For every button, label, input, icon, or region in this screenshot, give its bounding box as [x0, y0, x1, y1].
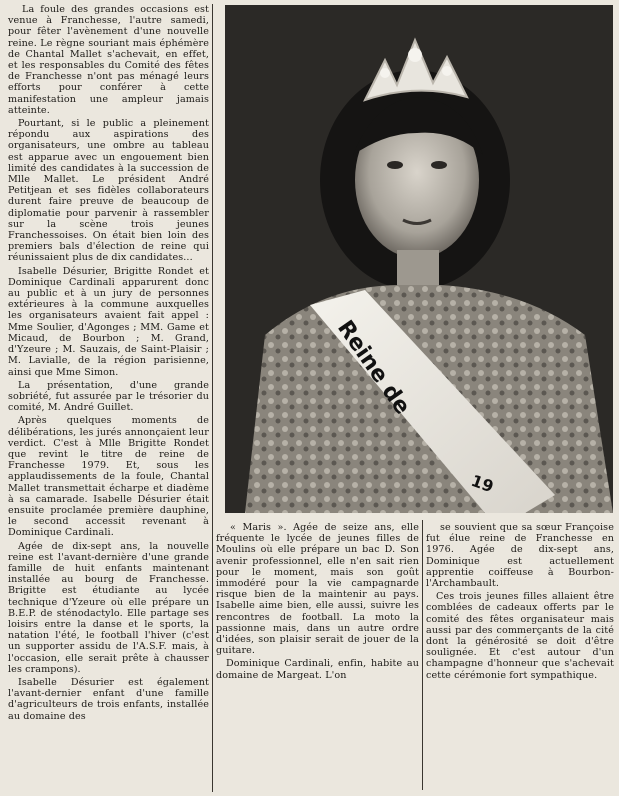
article-column-2: [216, 522, 419, 683]
paragraph: Isabelle Désurier est également l'avant-dernier enfant d'une famille d'agriculteurs de trois enfants, installée au domaine des: [8, 676, 209, 722]
column-divider: [422, 520, 423, 790]
article-column-3: [426, 522, 614, 683]
paragraph: Pourtant, si le public a pleinement répondu aux aspirations des organisateurs, une ombre au tableau est apparue avec un engouement bien limité des candidates à la succession de Mlle Mallet. Le président André Petitjean et ses fidèles collaborateurs durent faire preuve de beaucoup de diplomatie pour parvenir à rassembler sur la scène trois jeunes Franchessoises. On était bien loin des premiers bals d'élection de reine qui réunissaient plus de dix candidates...: [8, 118, 209, 264]
paragraph: Après quelques moments de délibérations, les jurés annonçaient leur verdict. C'est à Mlle Brigitte Rondet que revint le titre de reine de Franchesse 1979. Et, sous les applaudissements de la foule, Chantal Mallet transmettait écharpe et diadème à sa camarade. Isabelle Désurier était ensuite proclamée première dauphine, le second accessit revenant à Dominique Cardinali.: [8, 415, 209, 539]
paragraph: Dominique Cardinali, enfin, habite au domaine de Margeat. L'on: [216, 658, 419, 681]
sash-year: 19: [468, 470, 497, 497]
portrait-illustration: [225, 5, 613, 513]
article-column-1: [8, 4, 209, 724]
paragraph: se souvient que sa sœur Françoise fut élue reine de Franchesse en 1976. Agée de dix-sept ans, Dominique est actuellement apprentie coiffeuse à Bourbon-l'Archambault.: [426, 522, 614, 590]
paragraph: La présentation, d'une grande sobriété, fut assurée par le trésorier du comité, M. André Guillet.: [8, 379, 209, 414]
paragraph: « Maris ». Agée de seize ans, elle fréquente le lycée de jeunes filles de Moulins où elle prépare un bac D. Son avenir professionnel, elle n'en sait rien pour le moment, mais son goût immodéré pour la vie campagnarde risque bien de la maintenir au pays. Isabelle aime bien, elle aussi, suivre les rencontres de football. La moto la passionne mais, dans un autre ordre d'idées, son plaisir serait de jouer de la guitare.: [216, 522, 419, 657]
paragraph: Agée de dix-sept ans, la nouvelle reine est l'avant-dernière d'une grande famille de huit enfants maintenant installée au bourg de Franchesse. Brigitte est étudiante au lycée technique d'Yzeure où elle prépare un B.E.P. de sténodactylo. Elle partage ses loisirs entre la danse et le sports, la natation l'été, le football l'hiver (c'est un supporter assidu de l'A.S.F. mais, à l'occasion, elle serait prête à chausser les crampons).: [8, 540, 209, 675]
paragraph: La foule des grandes occasions est venue à Franchesse, l'autre samedi, pour fêter l'avènement d'une nouvelle reine. Le règne souriant mais éphémère de Chantal Mallet s'achevait, en effet, et les responsables du Comité des fêtes de Franchesse n'ont pas ménagé leurs efforts pour conférer à cette manifestation une ampleur jamais atteinte.: [8, 4, 209, 116]
sash-lettering: Reine de: [332, 316, 415, 420]
column-divider: [212, 4, 213, 792]
queen-photo: [225, 5, 613, 513]
paragraph: Isabelle Désurier, Brigitte Rondet et Dominique Cardinali apparurent donc au public et à un jury de personnes extérieures à la commune auxquelles les organisateurs avaient fait appel : Mme Soulier, d'Agonges ; MM. Game et Micaud, de Bourbon ; M. Grand, d'Yzeure ; M. Sauzais, de Saint-Plaisir ; M. Lavialle, de la région parisienne, ainsi que Mme Simon.: [8, 265, 209, 378]
paragraph: Ces trois jeunes filles allaient être comblées de cadeaux offerts par le comité des fêtes organisateur mais aussi par des commerçants de la cité dont la générosité se doit d'être soulignée. Et c'est autour d'un champagne d'honneur que s'achevait cette cérémonie fort sympathique.: [426, 591, 614, 681]
